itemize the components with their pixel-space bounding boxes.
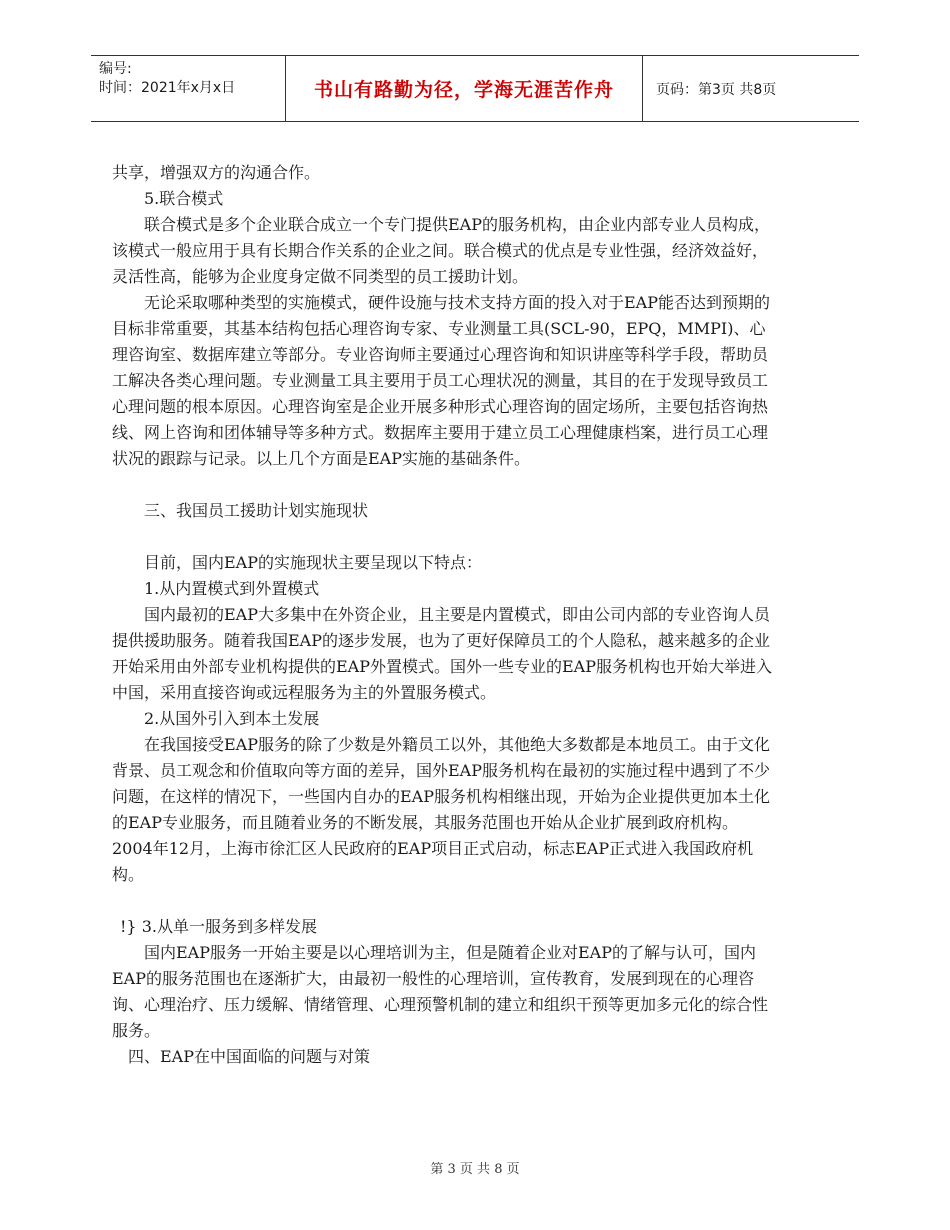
section-heading-3: 三、我国员工援助计划实施现状: [144, 501, 369, 520]
paragraph: 国内EAP服务一开始主要是以心理培训为主，但是随着企业对EAP的了解与认可，国内EAP的服务范围也在逐渐扩大，由最初一般性的心理培训，宣传教育，发展到现在的心理咨询、心理治疗、压力缓解、情绪管理、心理预警机制的建立和组织干预等更加多元化的综合性服务。: [112, 943, 769, 1040]
page-header: [91, 55, 859, 122]
subheading-item-2: 2.从国外引入到本土发展: [144, 709, 320, 728]
paragraph: 目前，国内EAP的实施现状主要呈现以下特点：: [144, 553, 483, 572]
header-meta: [99, 60, 235, 98]
paragraph: 国内最初的EAP大多集中在外资企业，且主要是内置模式，即由公司内部的专业咨询人员提供援助服务。随着我国EAP的逐步发展，也为了更好保障员工的个人隐私，越来越多的企业开始采用由外部专业机构提供的EAP外置模式。国外一些专业的EAP服务机构也开始大举进入中国，采用直接咨询或远程服务为主的外置服务模式。: [112, 605, 773, 702]
section-heading-4: 四、EAP在中国面临的问题与对策: [128, 1047, 371, 1066]
document-date: 时间：2021年x月x日: [99, 80, 236, 96]
header-page-info: 页码：第3页 共8页: [656, 81, 777, 98]
subheading-joint-mode: 5.联合模式: [144, 189, 224, 208]
subheading-item-1: 1.从内置模式到外置模式: [144, 579, 320, 598]
header-motto: 书山有路勤为径，学海无涯苦作舟: [285, 56, 643, 121]
document-number-label: 编号:: [99, 61, 132, 77]
page-footer: 第 3 页 共 8 页: [430, 1162, 520, 1177]
document-body: [112, 160, 772, 1070]
subheading-item-3: !} 3.从单一服务到多样发展: [120, 917, 317, 936]
paragraph: 在我国接受EAP服务的除了少数是外籍员工以外，其他绝大多数都是本地员工。由于文化背景、员工观念和价值取向等方面的差异，国外EAP服务机构在最初的实施过程中遇到了不少问题，在这样的情况下，一些国内自办的EAP服务机构相继出现，开始为企业提供更加本土化的EAP专业服务，而且随着业务的不断发展，其服务范围也开始从企业扩展到政府机构。2004年12月，上海市徐汇区人民政府的EAP项目正式启动，标志EAP正式进入我国政府机构。: [112, 735, 771, 884]
paragraph: 无论采取哪种类型的实施模式，硬件设施与技术支持方面的投入对于EAP能否达到预期的目标非常重要，其基本结构包括心理咨询专家、专业测量工具(SCL-90，EPQ，MMPI)、心理咨询室、数据库建立等部分。专业咨询师主要通过心理咨询和知识讲座等科学手段，帮助员工解决各类心理问题。专业测量工具主要用于员工心理状况的测量，其目的在于发现导致员工心理问题的根本原因。心理咨询室是企业开展多种形式心理咨询的固定场所，主要包括咨询热线、网上咨询和团体辅导等多种方式。数据库主要用于建立员工心理健康档案，进行员工心理状况的跟踪与记录。以上几个方面是EAP实施的基础条件。: [112, 293, 771, 468]
paragraph: 联合模式是多个企业联合成立一个专门提供EAP的服务机构，由企业内部专业人员构成，该模式一般应用于具有长期合作关系的企业之间。联合模式的优点是专业性强，经济效益好，灵活性高，能够为企业度身定做不同类型的员工援助计划。: [112, 215, 771, 286]
paragraph: 共享，增强双方的沟通合作。: [112, 163, 321, 182]
